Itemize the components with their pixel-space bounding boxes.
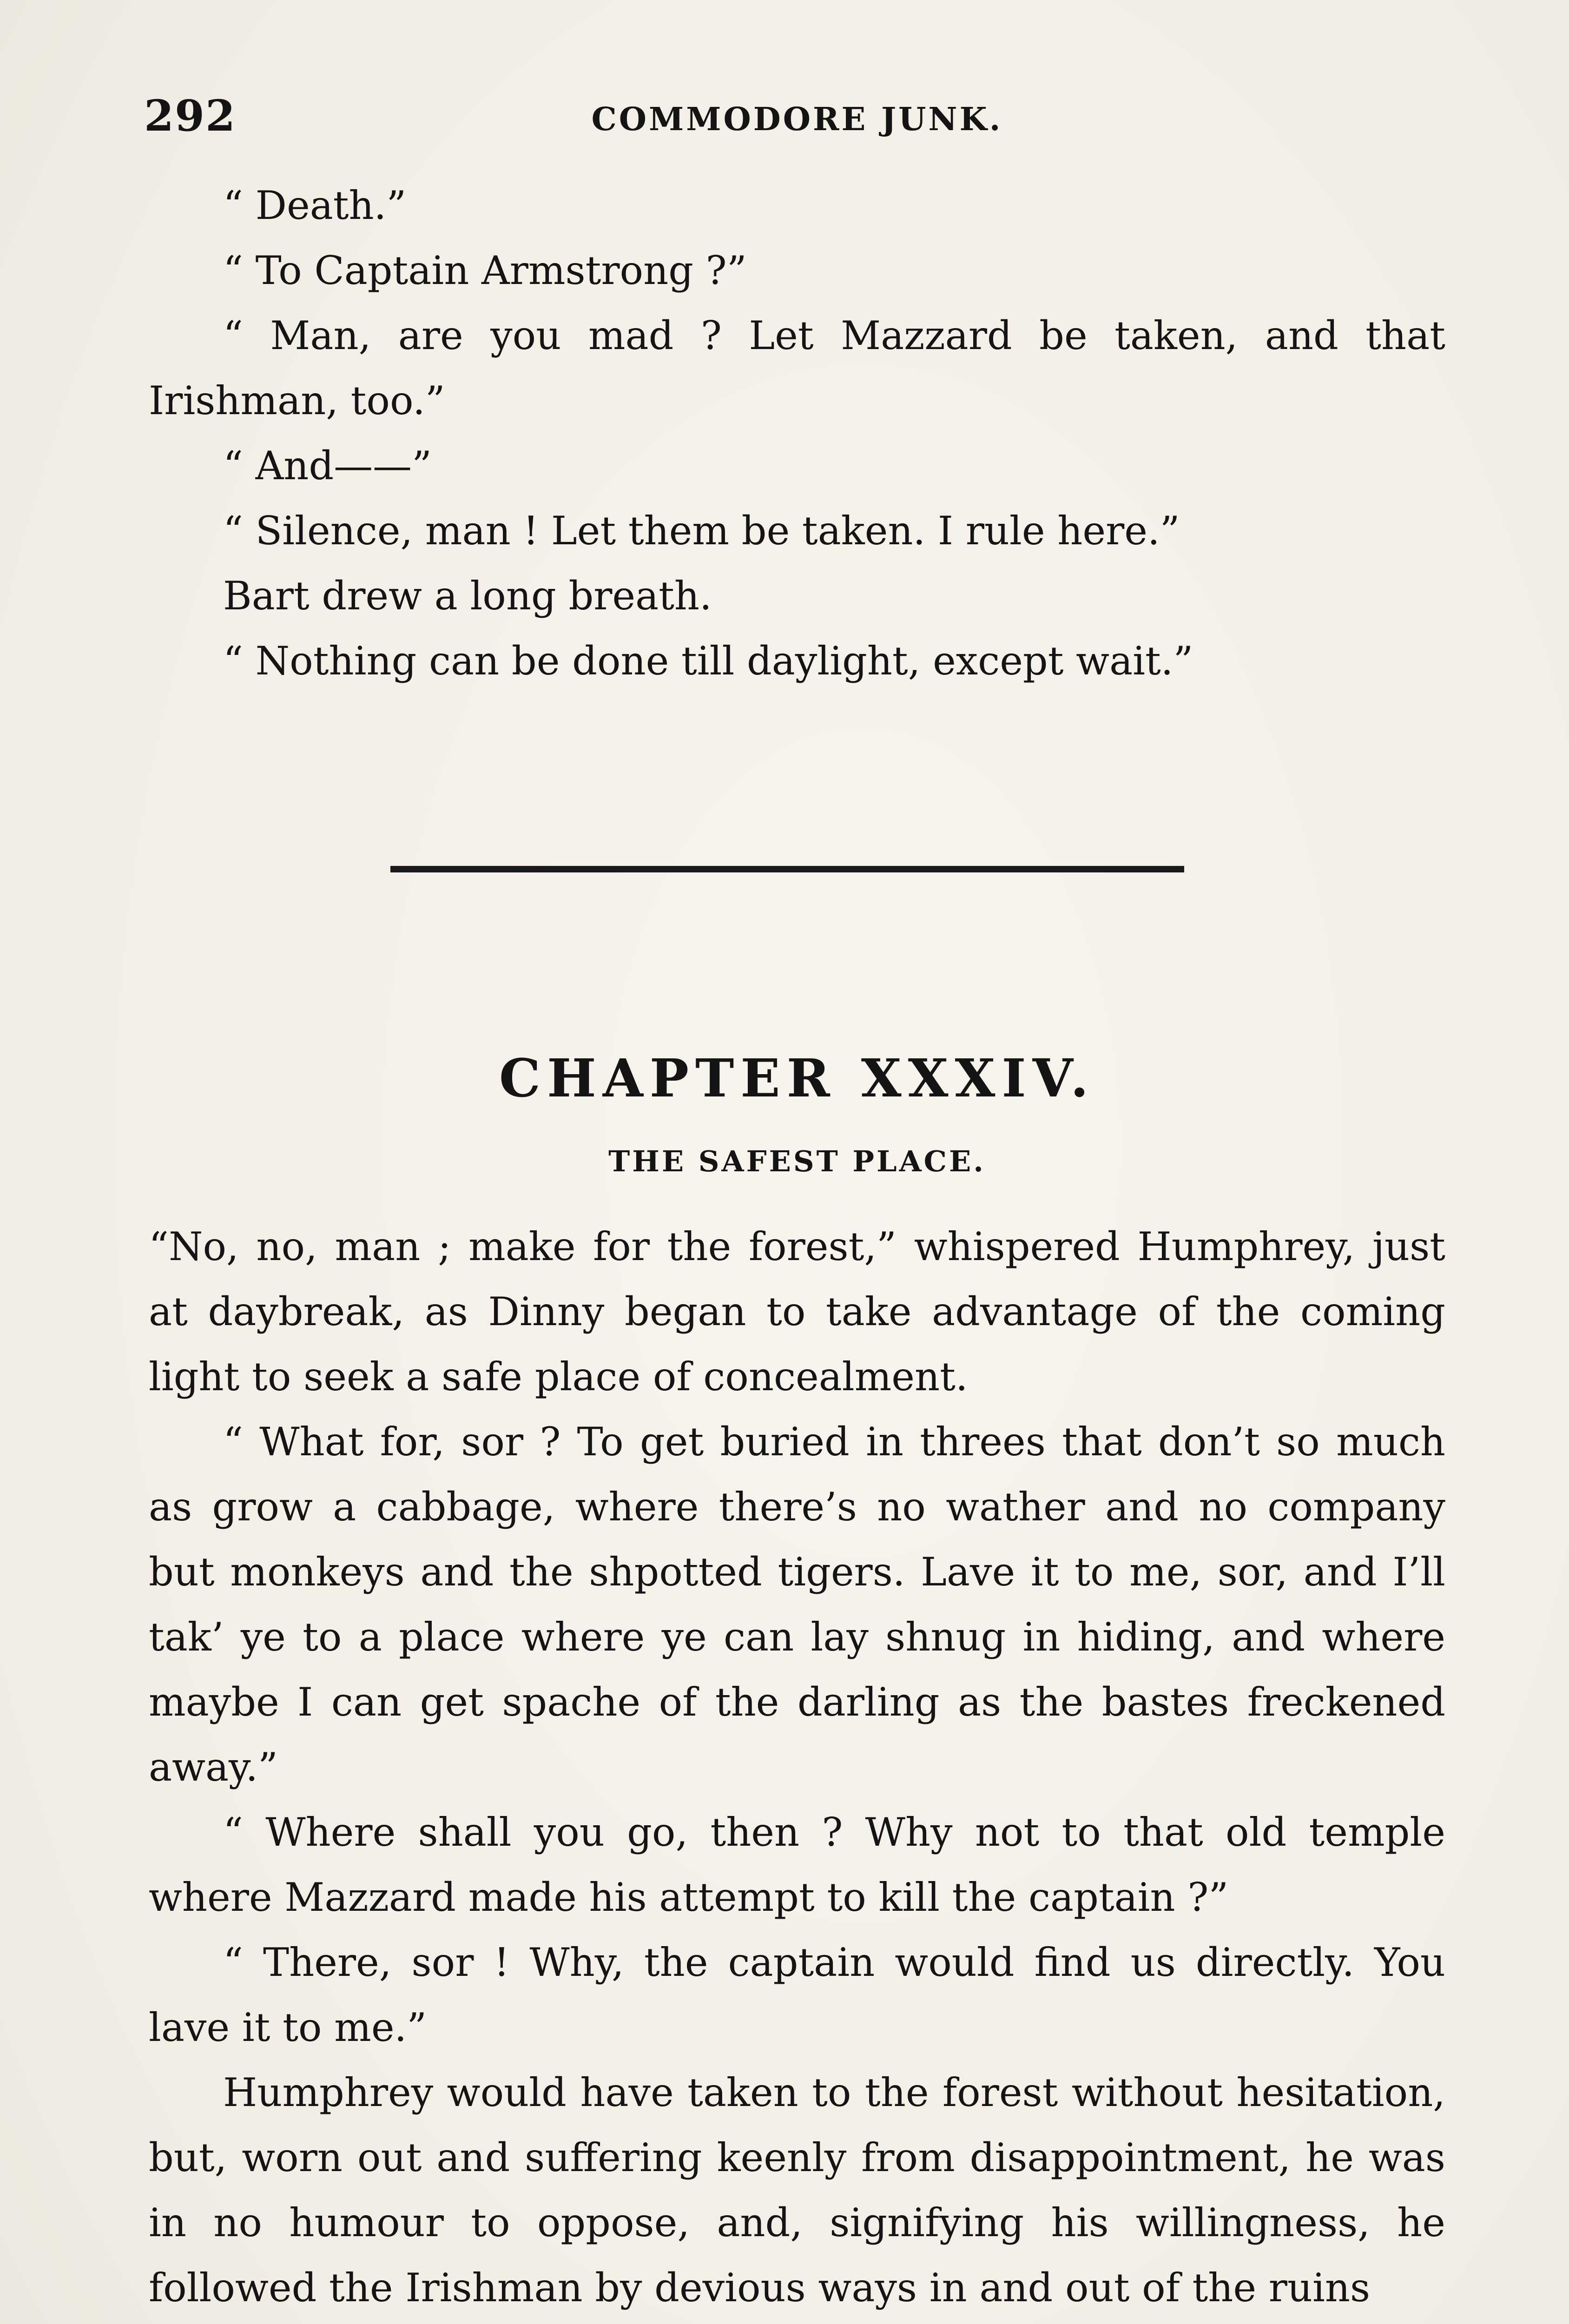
paragraph: “ Silence, man ! Let them be taken. I rule here.” bbox=[223, 508, 1180, 554]
paragraph: “ To Captain Armstrong ?” bbox=[223, 248, 747, 293]
page-header bbox=[144, 91, 1450, 146]
section-divider-rule bbox=[390, 866, 1184, 872]
paragraph: “ Where shall you go, then ? Why not to that old temple where Mazzard made his attempt to kill the captain ?” bbox=[149, 1809, 1445, 1920]
paragraph: Humphrey would have taken to the forest without hesitation, but, worn out and suffering keenly from disappointment, he was in no humour to oppose, and, signifying his willingness, he followed the Irishman by devious ways in and out of the ruins bbox=[149, 2070, 1445, 2311]
text-block-top bbox=[149, 173, 1445, 693]
page-number: 292 bbox=[144, 91, 237, 141]
paragraph: “ Death.” bbox=[223, 183, 407, 228]
paragraph: Bart drew a long breath. bbox=[223, 573, 712, 619]
paragraph: “ Man, are you mad ? Let Mazzard be taken, and that Irishman, too.” bbox=[149, 313, 1445, 423]
paragraph: “ Nothing can be done till daylight, except wait.” bbox=[223, 638, 1193, 684]
chapter-subtitle: THE SAFEST PLACE. bbox=[608, 1144, 986, 1178]
chapter-title: CHAPTER XXXIV. bbox=[499, 1048, 1095, 1109]
paragraph: “ There, sor ! Why, the captain would find us directly. You lave it to me.” bbox=[149, 1940, 1445, 2050]
paragraph: “ And——” bbox=[223, 443, 432, 489]
paragraph: “No, no, man ; make for the forest,” whispered Humphrey, just at daybreak, as Dinny began to take advantage of the coming light to seek a safe place of concealment. bbox=[149, 1224, 1445, 1400]
text-block-bottom bbox=[149, 1214, 1445, 2320]
paragraph: “ What for, sor ? To get buried in threes that don’t so much as grow a cabbage, where there’s no wather and no company but monkeys and the shpotted tigers. Lave it to me, sor, and I’ll tak’ ye to a place where ye can lay shnug in hiding, and where maybe I can get spache of the darling as the bastes freckened away.” bbox=[149, 1419, 1445, 1790]
running-title: COMMODORE JUNK. bbox=[591, 101, 1003, 138]
